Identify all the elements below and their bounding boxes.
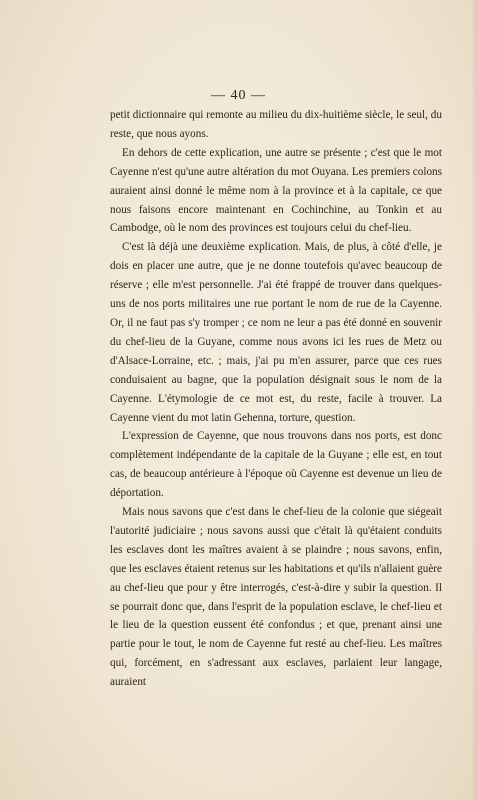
body-text	[110, 106, 442, 692]
paragraph-4: L'expression de Cayenne, que nous trouvons dans nos ports, est donc complètement indépendante de la capitale de la Guyane ; elle est, en tout cas, de beaucoup antérieure à l'époque où Cayenne est devenue un lieu de déportation.	[110, 430, 442, 500]
paragraph-1: petit dictionnaire qui remonte au milieu du dix-huitième siècle, le seul, du reste, que nous ayons.	[110, 109, 442, 140]
paragraph-3: C'est là déjà une deuxième explication. Mais, de plus, à côté d'elle, je dois en placer une autre, que je ne donne toutefois qu'avec beaucoup de réserve ; elle m'est personnelle. J'ai été frappé de trouver dans quelques-uns de nos ports militaires une rue portant le nom de rue de la Cayenne. Or, il ne faut pas s'y tromper ; ce nom ne leur a pas été donné en souvenir du chef-lieu de la Guyane, comme nous avons ici les rues de Metz ou d'Alsace-Lorraine, etc. ; mais, j'ai pu m'en assurer, parce que ces rues conduisaient au bagne, que la population désignait sous le nom de la Cayenne. L'étymologie de ce mot est, du reste, facile à trouver. La Cayenne vient du mot latin Gehenna, torture, question.	[110, 241, 442, 424]
paragraph-5: Mais nous savons que c'est dans le chef-lieu de la colonie que siégeait l'autorité judiciaire ; nous savons aussi que c'était là qu'étaient conduits les esclaves dont les maîtres avaient à se plaindre ; nous savons, enfin, que les esclaves étaient retenus sur les habitations et qu'ils n'allaient guère au chef-lieu que pour y être interrogés, c'est-à-dire y subir la question. Il se pourrait donc que, dans l'esprit de la population esclave, le chef-lieu et le lieu de la question eussent été confondus ; et que, prenant ainsi une partie pour le tout, le nom de Cayenne fut resté au chef-lieu. Les maîtres qui, forcément, en s'adressant aux esclaves, parlaient leur langage, auraient	[110, 506, 442, 689]
page-number: — 40 —	[211, 88, 266, 103]
page-edge-shadow	[471, 0, 477, 800]
paragraph-2: En dehors de cette explication, une autre se présente ; c'est que le mot Cayenne n'est qu'une autre altération du mot Ouyana. Les premiers colons auraient ainsi donné le même nom à la province et à la capitale, ce que nous faisons encore maintenant en Cochinchine, au Tonkin et au Cambodge, où le nom des provinces est toujours celui du chef-lieu.	[110, 146, 442, 235]
